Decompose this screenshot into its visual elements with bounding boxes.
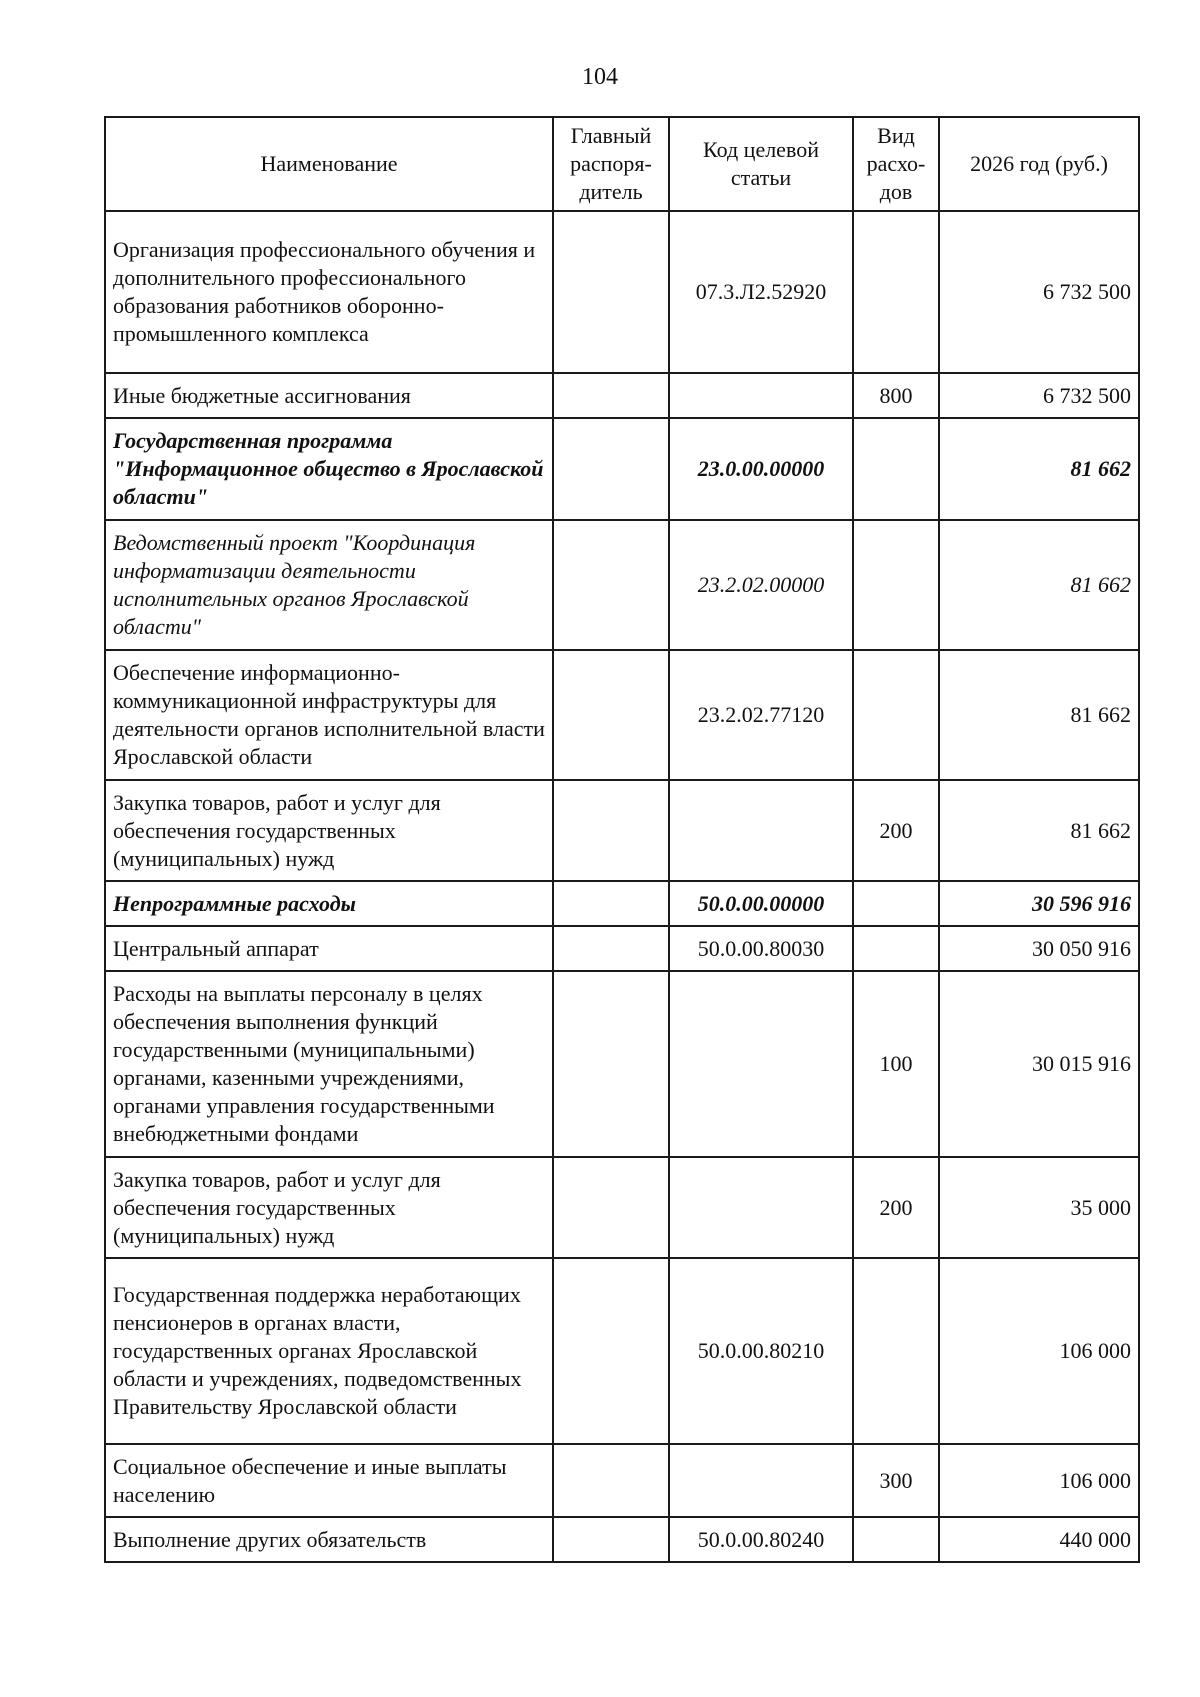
row-name: Расходы на выплаты персоналу в целях обеспечения выполнения функций государственными (муниципальными) органами, казенными учреждениями, органами управления государственными внебюджетными фондами: [105, 971, 553, 1157]
row-code: 50.0.00.80030: [669, 926, 853, 971]
row-amount: 30 015 916: [939, 971, 1139, 1157]
row-admin: [553, 780, 669, 881]
row-admin: [553, 1444, 669, 1517]
table-row: [105, 650, 1139, 780]
row-code: 07.3.Л2.52920: [669, 211, 853, 373]
row-name: Закупка товаров, работ и услуг для обеспечения государственных (муниципальных) нужд: [105, 780, 553, 881]
row-name: Социальное обеспечение и иные выплаты населению: [105, 1444, 553, 1517]
row-kind: [853, 926, 939, 971]
header-kind: Вид расхо- дов: [853, 117, 939, 211]
row-kind: [853, 1258, 939, 1444]
row-amount: 440 000: [939, 1517, 1139, 1562]
row-code: [669, 1157, 853, 1258]
table-row: [105, 1444, 1139, 1517]
row-kind: 800: [853, 373, 939, 418]
row-amount: 30 050 916: [939, 926, 1139, 971]
row-admin: [553, 418, 669, 520]
row-kind: 300: [853, 1444, 939, 1517]
row-admin: [553, 1157, 669, 1258]
row-admin: [553, 881, 669, 926]
row-name: Организация профессионального обучения и дополнительного профессионального образования работников оборонно-промышленного комплекса: [105, 211, 553, 373]
row-name: Центральный аппарат: [105, 926, 553, 971]
table-row: [105, 373, 1139, 418]
row-admin: [553, 1517, 669, 1562]
table-row: [105, 780, 1139, 881]
row-amount: 81 662: [939, 780, 1139, 881]
table-header-row: [105, 117, 1139, 211]
row-code: [669, 971, 853, 1157]
row-code: [669, 780, 853, 881]
row-code: 50.0.00.00000: [669, 881, 853, 926]
row-admin: [553, 971, 669, 1157]
row-name: Иные бюджетные ассигнования: [105, 373, 553, 418]
row-amount: 106 000: [939, 1444, 1139, 1517]
row-admin: [553, 1258, 669, 1444]
row-kind: [853, 211, 939, 373]
row-admin: [553, 373, 669, 418]
row-amount: 106 000: [939, 1258, 1139, 1444]
row-admin: [553, 650, 669, 780]
row-kind: [853, 1517, 939, 1562]
row-kind: [853, 881, 939, 926]
header-admin: Главный распоря- дитель: [553, 117, 669, 211]
row-admin: [553, 520, 669, 650]
row-name: Обеспечение информационно-коммуникационной инфраструктуры для деятельности органов исполнительной власти Ярославской области: [105, 650, 553, 780]
row-amount: 81 662: [939, 520, 1139, 650]
row-code: 50.0.00.80240: [669, 1517, 853, 1562]
row-name: Государственная поддержка неработающих пенсионеров в органах власти, государственных органах Ярославской области и учреждениях, подведомственных Правительству Ярославской области: [105, 1258, 553, 1444]
row-name: Непрограммные расходы: [105, 881, 553, 926]
header-code: Код целевой статьи: [669, 117, 853, 211]
table-row-program: [105, 881, 1139, 926]
table-row: [105, 926, 1139, 971]
row-amount: 81 662: [939, 418, 1139, 520]
row-code: 23.2.02.77120: [669, 650, 853, 780]
row-admin: [553, 926, 669, 971]
row-amount: 35 000: [939, 1157, 1139, 1258]
row-name: Государственная программа "Информационное общество в Ярославской области": [105, 418, 553, 520]
row-code: 23.2.02.00000: [669, 520, 853, 650]
budget-table: [104, 116, 1140, 1563]
table-row-project: [105, 520, 1139, 650]
row-amount: 6 732 500: [939, 373, 1139, 418]
row-amount: 6 732 500: [939, 211, 1139, 373]
table-row-program: [105, 418, 1139, 520]
row-code: [669, 1444, 853, 1517]
row-kind: 100: [853, 971, 939, 1157]
page-number: 104: [582, 64, 618, 90]
row-kind: [853, 520, 939, 650]
row-amount: 30 596 916: [939, 881, 1139, 926]
row-code: 23.0.00.00000: [669, 418, 853, 520]
row-amount: 81 662: [939, 650, 1139, 780]
table-row: [105, 211, 1139, 373]
header-name: Наименование: [105, 117, 553, 211]
row-name: Ведомственный проект "Координация информатизации деятельности исполнительных органов Ярославской области": [105, 520, 553, 650]
table-row: [105, 1157, 1139, 1258]
row-code: [669, 373, 853, 418]
row-kind: 200: [853, 1157, 939, 1258]
row-name: Закупка товаров, работ и услуг для обеспечения государственных (муниципальных) нужд: [105, 1157, 553, 1258]
row-kind: [853, 650, 939, 780]
row-kind: 200: [853, 780, 939, 881]
row-admin: [553, 211, 669, 373]
table-row: [105, 1517, 1139, 1562]
row-name: Выполнение других обязательств: [105, 1517, 553, 1562]
row-code: 50.0.00.80210: [669, 1258, 853, 1444]
table-row: [105, 971, 1139, 1157]
table-row: [105, 1258, 1139, 1444]
header-amount: 2026 год (руб.): [939, 117, 1139, 211]
row-kind: [853, 418, 939, 520]
